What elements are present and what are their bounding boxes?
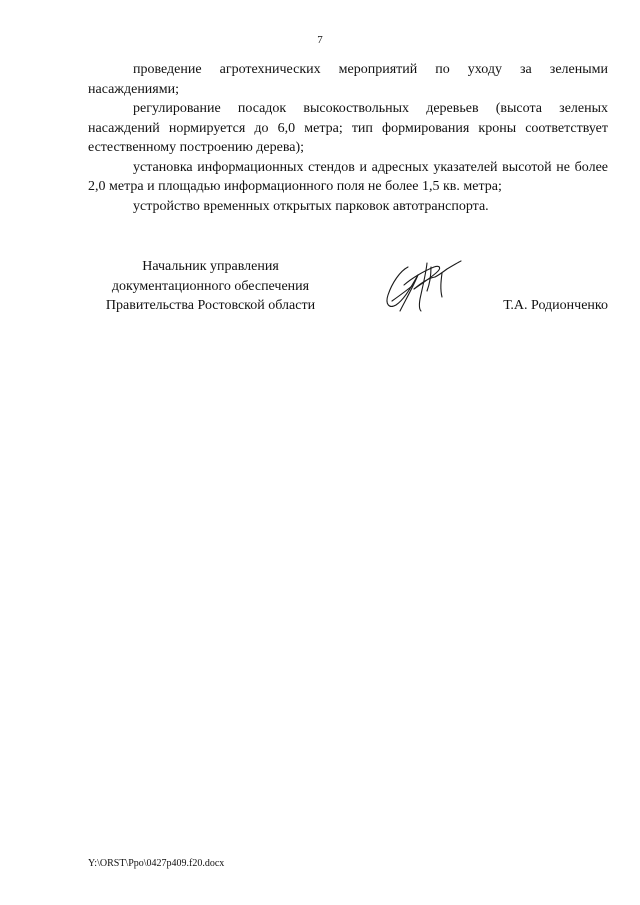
page-number: 7 [317,34,323,46]
paragraph-agrotechnical-measures: проведение агротехнических мероприятий по уходу за зелеными насаждениями; [88,62,608,97]
signer-position [88,257,333,316]
signer-position-line: Правительства Ростовской области [105,298,316,313]
signer-name: Т.А. Родионченко [503,298,608,313]
body-text [88,60,608,216]
handwritten-signature [378,255,468,317]
file-path: Y:\ORST\Ppo\0427p409.f20.docx [88,858,225,869]
paragraph-tree-planting-regulation: регулирование посадок высокоствольных деревьев (высота зеленых насаждений нормируется до 6,0 метра; тип формирования кроны соответствует естественному построению дерева); [88,101,608,155]
signature-block [88,257,608,317]
paragraph-temporary-parking: устройство временных открытых парковок автотранспорта. [133,198,489,214]
signer-position-line: Начальник управления [142,259,279,274]
paragraph-information-stands: установка информационных стендов и адресных указателей высотой не более 2,0 метра и площадью информационного поля не более 1,5 кв. метра; [88,159,608,194]
signer-position-line: документационного обеспечения [111,278,310,294]
